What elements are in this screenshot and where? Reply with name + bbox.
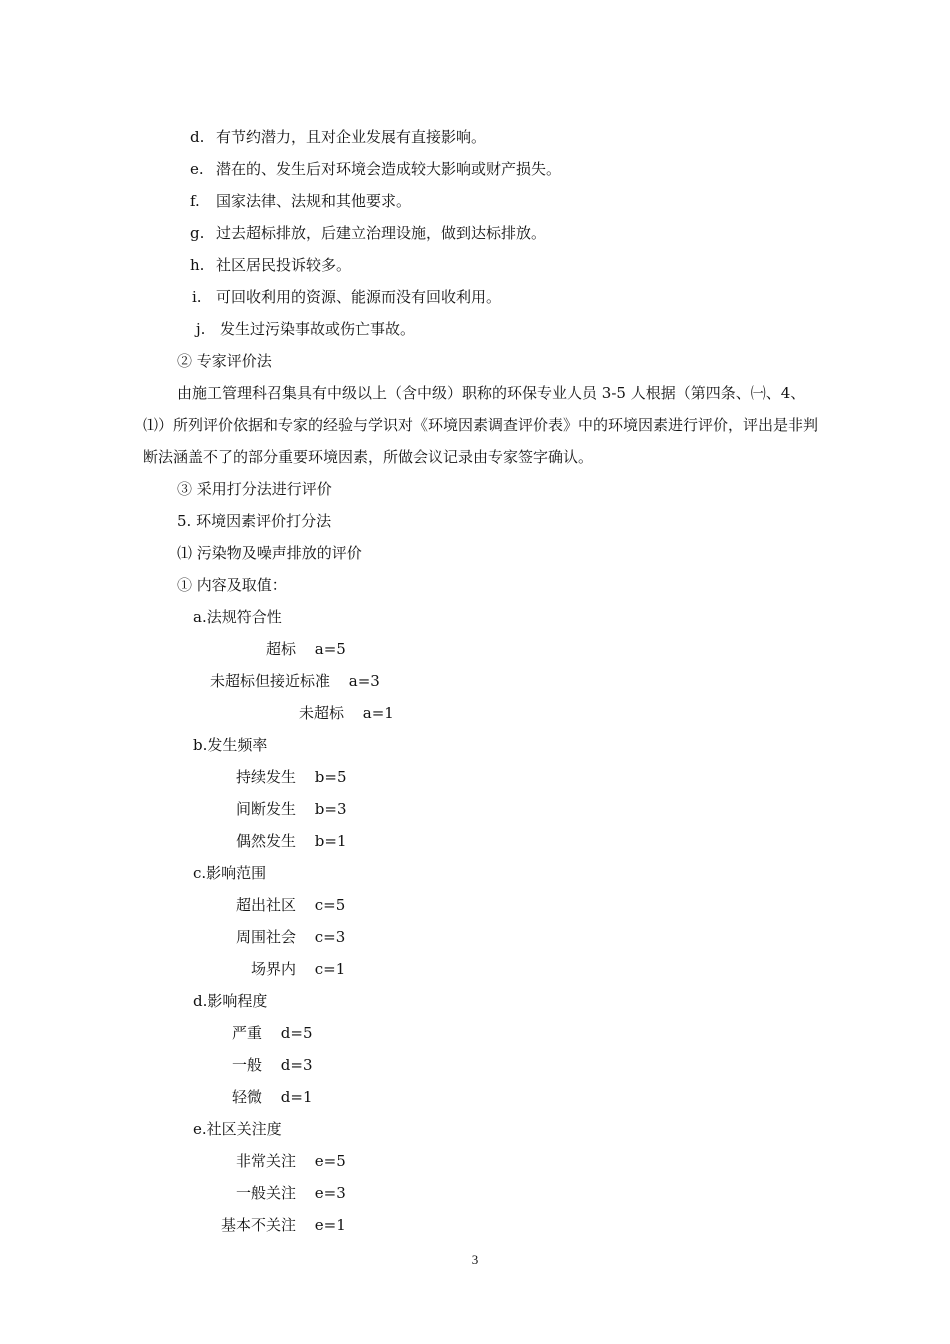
- criterion-level: [210, 1182, 346, 1204]
- list-text: 社区居民投诉较多。: [216, 256, 352, 274]
- criterion-level: [210, 638, 346, 660]
- level-label: 场界内: [250, 960, 296, 978]
- list-item: [190, 126, 486, 148]
- criterion-heading: e.社区关注度: [193, 1120, 282, 1138]
- level-value: c=1: [314, 960, 346, 978]
- page-number: 3: [471, 1252, 479, 1267]
- list-item: [196, 318, 415, 340]
- level-label: 一般: [231, 1056, 262, 1074]
- level-label: 未超标但接近标准: [210, 672, 331, 690]
- criterion-heading: c.影响范围: [193, 864, 267, 882]
- level-label: 轻微: [231, 1088, 262, 1106]
- level-value: e=1: [314, 1216, 346, 1234]
- section-heading: ② 专家评价法: [177, 352, 272, 370]
- level-label: 基本不关注: [220, 1216, 296, 1234]
- level-value: a=3: [348, 672, 380, 690]
- section-heading: ⑴ 污染物及噪声排放的评价: [177, 544, 362, 562]
- list-marker: j.: [196, 320, 206, 338]
- section-heading: ③ 采用打分法进行评价: [177, 480, 332, 498]
- list-text: 发生过污染事故或伤亡事故。: [220, 320, 416, 338]
- list-marker: f.: [190, 192, 200, 210]
- criterion-level: [210, 1150, 346, 1172]
- level-value: b=1: [314, 832, 347, 850]
- list-text: 潜在的、发生后对环境会造成较大影响或财产损失。: [216, 160, 562, 178]
- criterion-level: [210, 1022, 313, 1044]
- list-marker: d.: [190, 128, 205, 146]
- list-text: 过去超标排放，后建立治理设施，做到达标排放。: [216, 224, 547, 242]
- level-value: c=3: [314, 928, 346, 946]
- criterion-heading: a.法规符合性: [193, 608, 282, 626]
- level-value: e=3: [314, 1184, 346, 1202]
- list-item: [190, 158, 561, 180]
- criterion-heading: d.影响程度: [193, 992, 268, 1010]
- level-label: 偶然发生: [235, 832, 296, 850]
- level-value: e=5: [314, 1152, 346, 1170]
- list-text: 有节约潜力，且对企业发展有直接影响。: [216, 128, 487, 146]
- body-paragraph: 由施工管理科召集具有中级以上（含中级）职称的环保专业人员 3-5 人根据（第四条、㈠、4、⑴）所列评价依据和专家的经验与学识对《环境因素调查评价表》中的环境因素进行评价，评出是非判断法涵盖不了的部分重要环境因素，所做会议记录由专家签字确认。: [143, 384, 819, 466]
- level-label: 严重: [231, 1024, 262, 1042]
- level-label: 超标: [265, 640, 296, 658]
- level-value: a=5: [314, 640, 346, 658]
- list-marker: g.: [190, 224, 205, 242]
- level-value: c=5: [314, 896, 346, 914]
- level-label: 周围社会: [235, 928, 296, 946]
- list-item: [192, 286, 501, 308]
- criterion-level: [210, 670, 380, 692]
- section-heading: ① 内容及取值：: [177, 576, 287, 594]
- list-item: [190, 254, 351, 276]
- level-value: d=1: [280, 1088, 313, 1106]
- list-item: [190, 190, 411, 212]
- criterion-level: [210, 798, 347, 820]
- criterion-heading: b.发生频率: [193, 736, 268, 754]
- level-value: d=3: [280, 1056, 313, 1074]
- list-item: [190, 222, 546, 244]
- criterion-level: [210, 926, 345, 948]
- list-text: 可回收利用的资源、能源而没有回收利用。: [216, 288, 502, 306]
- list-text: 国家法律、法规和其他要求。: [216, 192, 412, 210]
- level-value: b=5: [314, 768, 347, 786]
- list-marker: e.: [190, 160, 204, 178]
- level-value: b=3: [314, 800, 347, 818]
- criterion-level: [210, 958, 345, 980]
- criterion-level: [210, 1214, 346, 1236]
- level-label: 一般关注: [235, 1184, 296, 1202]
- level-value: a=1: [362, 704, 394, 722]
- criterion-level: [210, 702, 394, 724]
- section-heading: 5. 环境因素评价打分法: [177, 512, 332, 530]
- list-marker: h.: [190, 256, 205, 274]
- criterion-level: [210, 1054, 313, 1076]
- criterion-level: [210, 830, 347, 852]
- level-label: 未超标: [298, 704, 344, 722]
- level-label: 超出社区: [235, 896, 296, 914]
- list-marker: i.: [192, 288, 202, 306]
- level-label: 间断发生: [235, 800, 296, 818]
- level-label: 持续发生: [235, 768, 296, 786]
- level-value: d=5: [280, 1024, 313, 1042]
- criterion-level: [210, 894, 345, 916]
- level-label: 非常关注: [235, 1152, 296, 1170]
- criterion-level: [210, 766, 347, 788]
- criterion-level: [210, 1086, 313, 1108]
